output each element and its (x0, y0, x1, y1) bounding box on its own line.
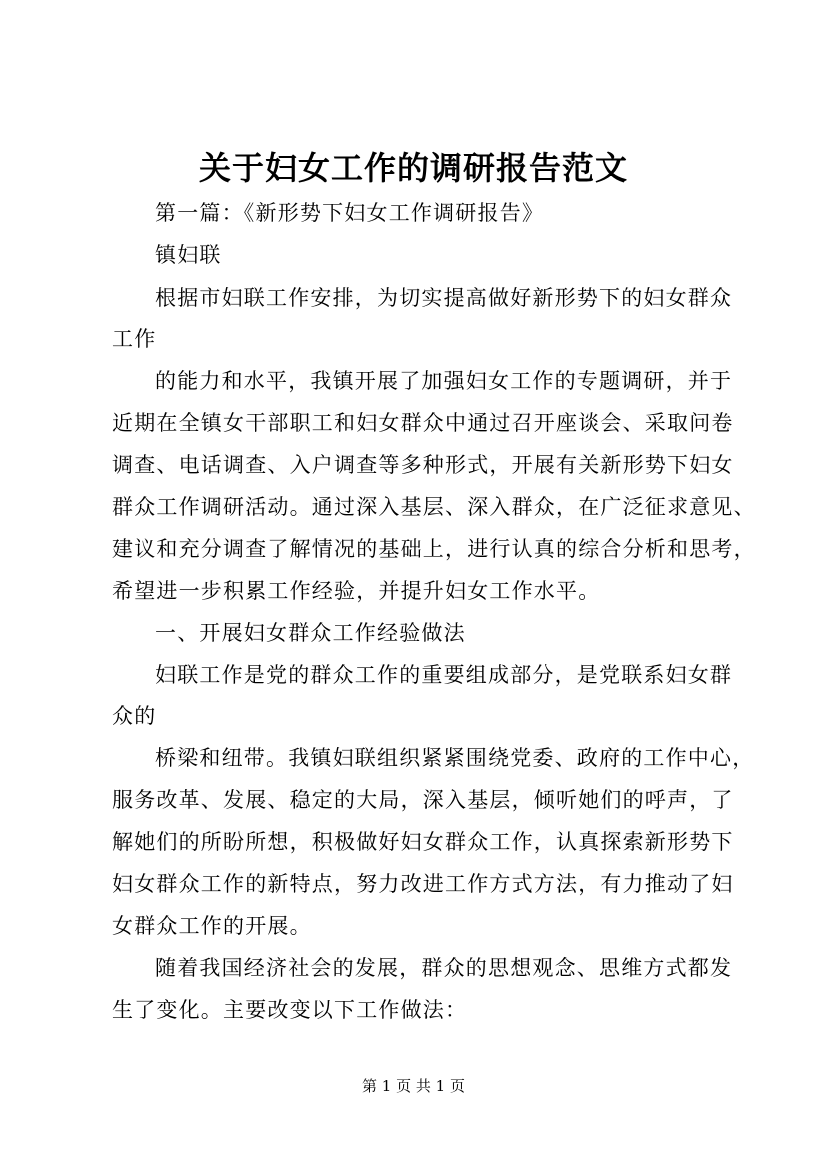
paragraph-line: 根据市妇联工作安排，为切实提高做好新形势下的妇女群众 (155, 286, 733, 310)
paragraph-line: 近期在全镇女干部职工和妇女群众中通过召开座谈会、采取问卷 (112, 411, 734, 435)
paragraph-line: 服务改革、发展、稳定的大局，深入基层，倾听她们的呼声，了 (112, 788, 734, 812)
paragraph-line: 妇联工作是党的群众工作的重要组成部分，是党联系妇女群 (155, 663, 733, 687)
paragraph-line: 群众工作调研活动。通过深入基层、深入群众，在广泛征求意见、 (112, 495, 756, 519)
paragraph-line: 第一篇：《新形势下妇女工作调研报告》 (155, 201, 545, 225)
paragraph-line: 妇女群众工作的新特点，努力改进工作方式方法，有力推动了妇 (112, 872, 734, 896)
paragraph-line: 建议和充分调查了解情况的基础上，进行认真的综合分析和思考， (112, 537, 756, 561)
paragraph-line: 希望进一步积累工作经验，并提升妇女工作水平。 (112, 579, 601, 603)
paragraph-line: 调查、电话调查、入户调查等多种形式，开展有关新形势下妇女 (112, 453, 734, 477)
paragraph-line: 解她们的所盼所想，积极做好妇女群众工作，认真探索新形势下 (112, 830, 734, 854)
paragraph-line: 随着我国经济社会的发展，群众的思想观念、思维方式都发 (155, 956, 733, 980)
paragraph-line: 生了变化。主要改变以下工作做法： (112, 998, 468, 1022)
page-footer: 第 1 页 共 1 页 (362, 1077, 465, 1095)
document-title: 关于妇女工作的调研报告范文 (198, 149, 628, 187)
paragraph-line: 工作 (112, 327, 157, 351)
paragraph-line: 的能力和水平，我镇开展了加强妇女工作的专题调研，并于 (155, 369, 733, 393)
paragraph-line: 桥梁和纽带。我镇妇联组织紧紧围绕党委、政府的工作中心， (155, 746, 755, 770)
paragraph-line: 女群众工作的开展。 (112, 914, 312, 938)
paragraph-line: 众的 (112, 704, 157, 728)
paragraph-line: 镇妇联 (155, 243, 222, 267)
section-heading: 一、开展妇女群众工作经验做法 (155, 621, 466, 645)
